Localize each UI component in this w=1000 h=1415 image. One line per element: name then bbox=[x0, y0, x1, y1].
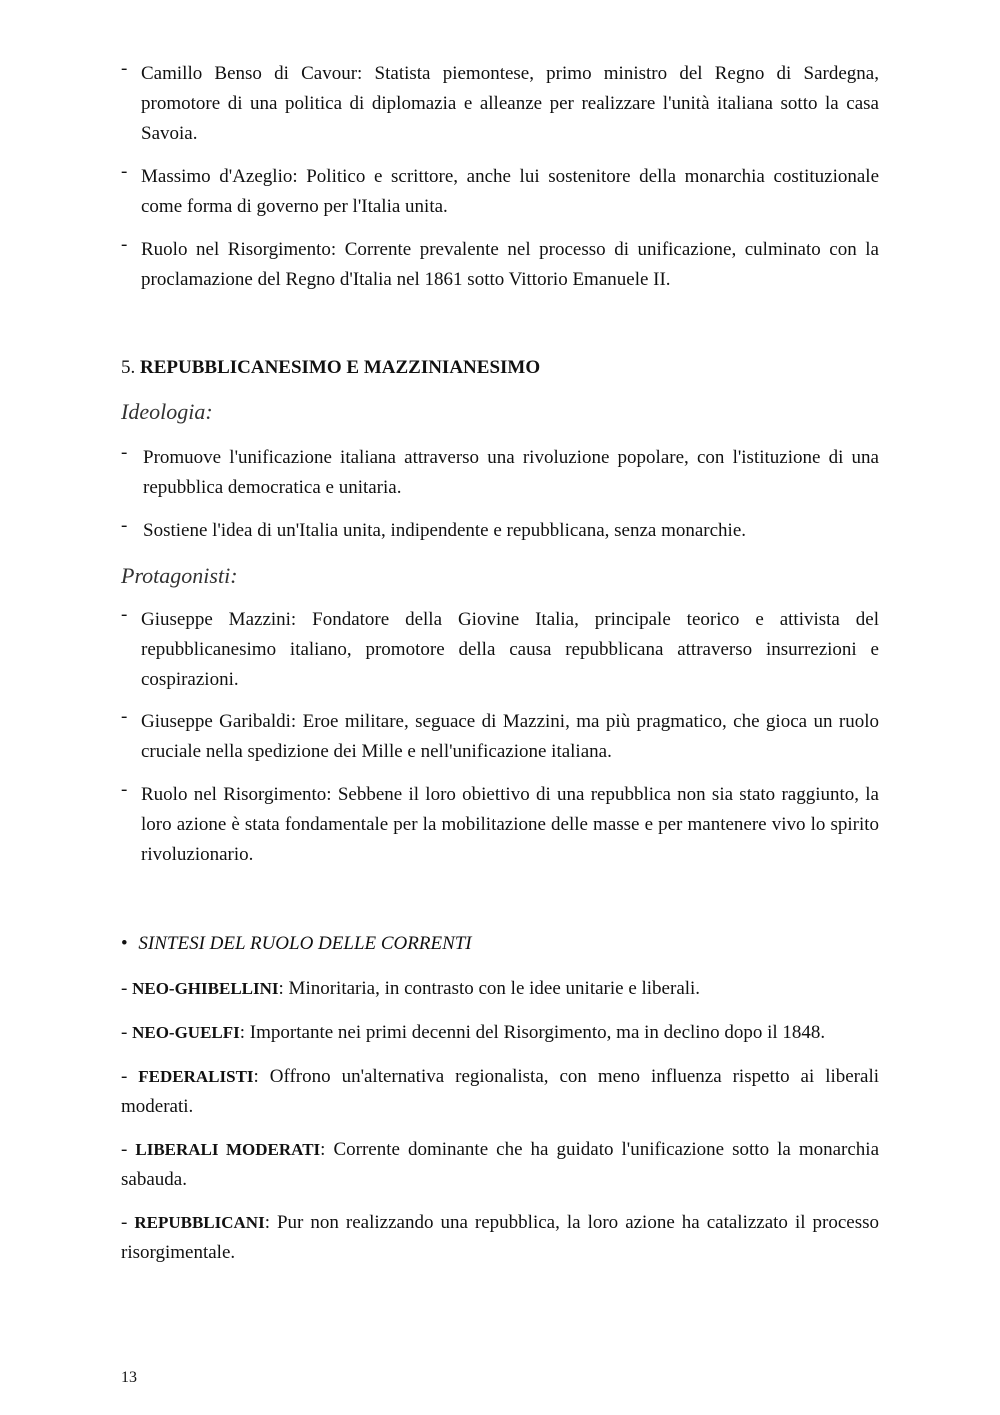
dash-marker: - bbox=[121, 604, 128, 625]
page-number: 13 bbox=[121, 1369, 137, 1386]
protagonists-subheading: Protagonisti: bbox=[121, 563, 238, 588]
section-number: 5. bbox=[121, 357, 136, 378]
list-item-text: Camillo Benso di Cavour: Statista piemontese, primo ministro del Regno di Sardegna, promotore di una politica di diplomazia e alleanze per realizzare l'unità italiana sotto la casa Savoia. bbox=[141, 63, 879, 144]
list-item-text: Giuseppe Garibaldi: Eroe militare, seguace di Mazzini, ma più pragmatico, che gioca un ruolo cruciale nella spedizione dei Mille e nell'unificazione italiana. bbox=[141, 711, 879, 762]
dash-marker: - bbox=[121, 1066, 128, 1087]
ideology-subheading: Ideologia: bbox=[121, 399, 213, 424]
list-item bbox=[121, 235, 879, 295]
summary-heading bbox=[121, 929, 879, 959]
dash-marker: - bbox=[121, 161, 128, 182]
dash-marker: - bbox=[121, 234, 128, 255]
summary-term: FEDERALISTI bbox=[138, 1067, 254, 1086]
ideology-list bbox=[121, 443, 879, 546]
list-item bbox=[121, 605, 879, 695]
list-item bbox=[121, 707, 879, 767]
list-item bbox=[121, 780, 879, 870]
summary-item bbox=[121, 974, 879, 1004]
summary-item bbox=[121, 1208, 879, 1268]
dash-marker: - bbox=[121, 58, 128, 79]
list-item bbox=[121, 162, 879, 222]
protagonists-list bbox=[121, 605, 879, 870]
list-item-text: Ruolo nel Risorgimento: Sebbene il loro obiettivo di una repubblica non sia stato raggiunto, la loro azione è stata fondamentale per la mobilitazione delle masse e per mantenere vivo lo spirito rivoluzionario. bbox=[141, 784, 879, 865]
summary-text: : Pur non realizzando una repubblica, la loro azione ha catalizzato il processo risorgimentale. bbox=[121, 1212, 879, 1263]
summary-term: NEO-GHIBELLINI bbox=[132, 979, 279, 998]
dash-marker: - bbox=[121, 515, 128, 536]
summary-text: : Corrente dominante che ha guidato l'unificazione sotto la monarchia sabauda. bbox=[121, 1139, 879, 1190]
summary-term: REPUBBLICANI bbox=[134, 1213, 265, 1232]
dash-marker: - bbox=[121, 442, 128, 463]
summary-item bbox=[121, 1135, 879, 1195]
dash-marker: - bbox=[121, 706, 128, 727]
summary-list bbox=[121, 974, 879, 1268]
list-item-text: Giuseppe Mazzini: Fondatore della Giovine Italia, principale teorico e attivista del repubblicanesimo italiano, promotore della causa repubblicana attraverso insurrezioni e cospirazioni. bbox=[141, 609, 879, 690]
list-item-text: Massimo d'Azeglio: Politico e scrittore, anche lui sostenitore della monarchia costituzionale come forma di governo per l'Italia unita. bbox=[141, 166, 879, 217]
dash-marker: - bbox=[121, 779, 128, 800]
dash-marker: - bbox=[121, 978, 128, 999]
dash-marker: - bbox=[121, 1022, 128, 1043]
summary-text: : Importante nei primi decenni del Risorgimento, ma in declino dopo il 1848. bbox=[239, 1022, 826, 1043]
summary-text: : Offrono un'alternativa regionalista, con meno influenza rispetto ai liberali moderati. bbox=[121, 1066, 880, 1117]
list-item-text: Ruolo nel Risorgimento: Corrente prevalente nel processo di unificazione, culminato con la proclamazione del Regno d'Italia nel 1861 sotto Vittorio Emanuele II. bbox=[141, 239, 879, 290]
liberal-protagonists-list bbox=[121, 59, 879, 295]
summary-term: NEO-GUELFI bbox=[132, 1023, 240, 1042]
summary-item bbox=[121, 1062, 879, 1122]
section-title: REPUBBLICANESIMO E MAZZINIANESIMO bbox=[140, 357, 541, 378]
list-item-text: Promuove l'unificazione italiana attraverso una rivoluzione popolare, con l'istituzione di una repubblica democratica e unitaria. bbox=[143, 447, 879, 498]
summary-term: LIBERALI MODERATI bbox=[135, 1140, 321, 1159]
section-heading bbox=[121, 353, 879, 383]
summary-text: : Minoritaria, in contrasto con le idee unitarie e liberali. bbox=[278, 978, 701, 999]
list-item bbox=[121, 59, 879, 149]
list-item bbox=[121, 443, 879, 503]
list-item bbox=[121, 516, 879, 546]
dash-marker: - bbox=[121, 1212, 128, 1233]
summary-title: SINTESI DEL RUOLO DELLE CORRENTI bbox=[138, 933, 472, 954]
dash-marker: - bbox=[121, 1139, 128, 1160]
bullet-marker: • bbox=[121, 933, 128, 954]
list-item-text: Sostiene l'idea di un'Italia unita, indipendente e repubblicana, senza monarchie. bbox=[143, 520, 747, 541]
summary-item bbox=[121, 1018, 879, 1048]
